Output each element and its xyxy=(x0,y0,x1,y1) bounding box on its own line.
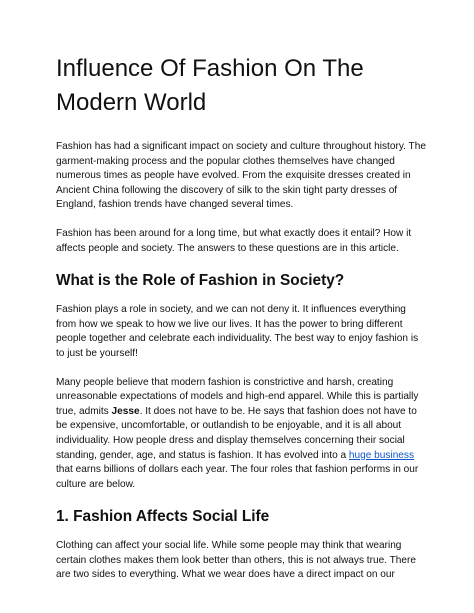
role-paragraph-2 xyxy=(56,376,426,493)
role-paragraph-1: Fashion plays a role in society, and we can not deny it. It influences everything from how we speak to how we live our lives. It has the power to bring different people together and celebrate each individuality. The best way to enjoy fashion is to just be yourself! xyxy=(56,304,419,359)
section-heading-social-life: 1. Fashion Affects Social Life xyxy=(56,508,270,526)
role-paragraph-2-text-a: Many people believe that modern fashion is constrictive and harsh, creating unreasonable expectations of models and high-end apparel. While this is partially true, admits xyxy=(56,376,419,417)
page-title: Influence Of Fashion On The Modern World xyxy=(56,55,364,116)
section-heading-role-of-fashion: What is the Role of Fashion in Society? xyxy=(56,272,345,290)
role-paragraph-2-text-b: . It does not have to be. He says that fashion does not have to be expensive, uncomfortable, or outlandish to be enjoyable, and it is all about individuality. How people dress and display themselves concerning their social standing, gender, age, and status is fashion. It has evolved into a xyxy=(56,405,417,461)
role-paragraph-2-text-c: that earns billions of dollars each year. The four roles that fashion performs in our culture are below. xyxy=(56,464,419,490)
huge-business-link[interactable]: huge business xyxy=(348,449,415,461)
document-page xyxy=(56,52,426,583)
bold-name-jesse: Jesse xyxy=(111,405,140,417)
social-life-paragraph-1: Clothing can affect your social life. While some people may think that wearing certain clothes makes them look better than others, this is not always true. There are two sides to everything. What we wear does have a direct impact on our xyxy=(56,540,416,581)
intro-paragraph-1: Fashion has had a significant impact on society and culture throughout history. The garment-making process and the popular clothes themselves have changed numerous times as people have evolved. From the exquisite dresses created in Ancient China following the discovery of silk to the skin tight party dresses of England, fashion trends have changed several times. xyxy=(56,141,426,211)
intro-paragraph-2: Fashion has been around for a long time, but what exactly does it entail? How it affects people and society. The answers to these questions are in this article. xyxy=(56,227,412,254)
